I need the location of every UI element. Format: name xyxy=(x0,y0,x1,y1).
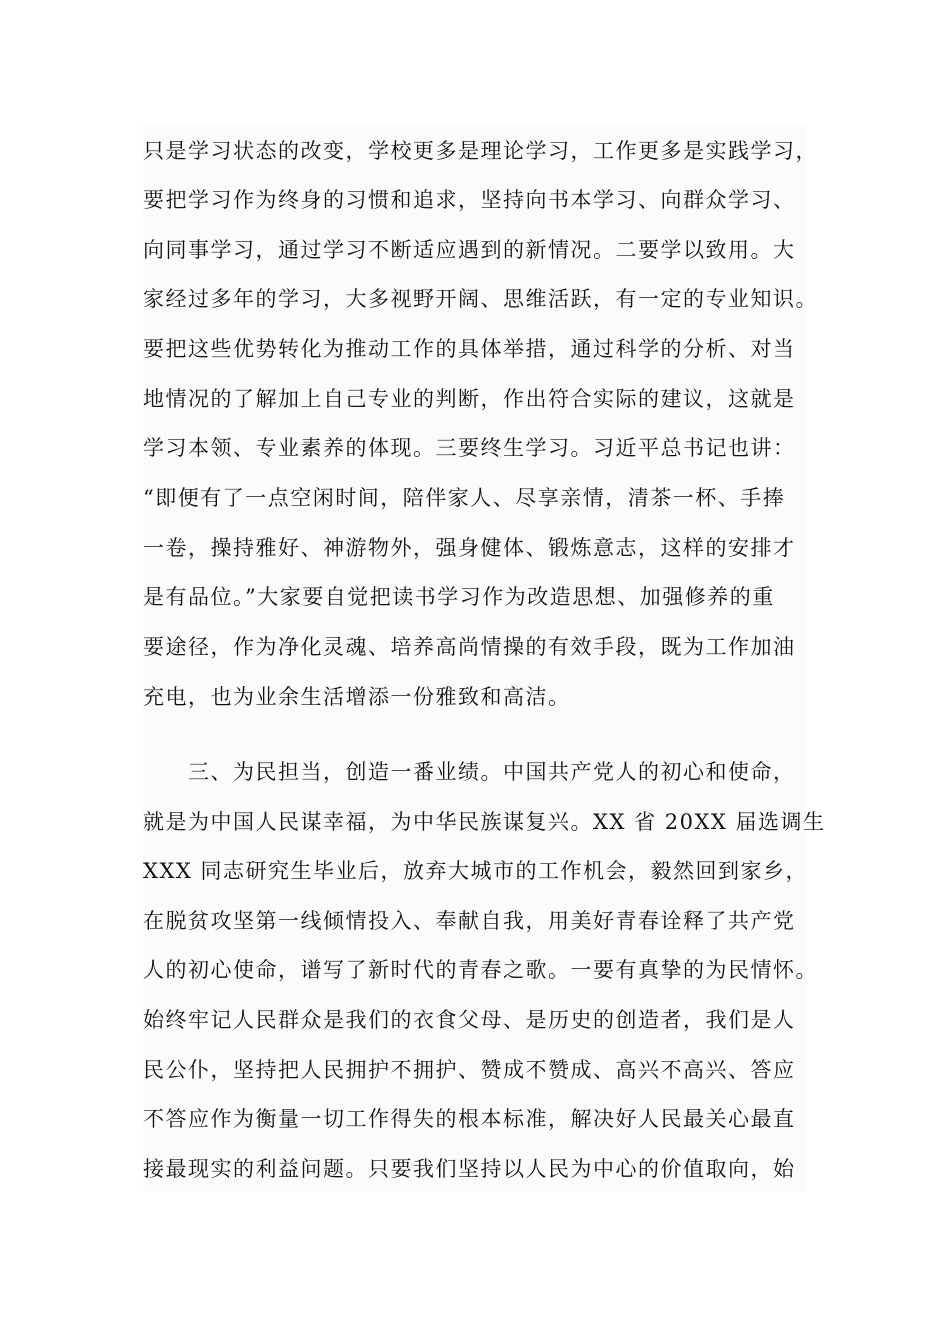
text-line: 要途径，作为净化灵魂、培养高尚情操的有效手段，既为工作加油 xyxy=(143,635,796,659)
text-line: 不答应作为衡量一切工作得失的根本标准，解决好人民最关心最直 xyxy=(143,1107,796,1131)
text-line: 民公仆，坚持把人民拥护不拥护、赞成不赞成、高兴不高兴、答应 xyxy=(143,1058,796,1082)
text-line: XXX 同志研究生毕业后，放弃大城市的工作机会，毅然回到家乡， xyxy=(143,859,809,883)
text-line: 要把学习作为终身的习惯和追求，坚持向书本学习、向群众学习、 xyxy=(143,188,796,212)
text-line: 一卷，操持雅好、神游物外，强身健体、锻炼意志，这样的安排才 xyxy=(143,536,796,560)
text-line: 要把这些优势转化为推动工作的具体举措，通过科学的分析、对当 xyxy=(143,337,796,361)
text-line: 家经过多年的学习，大多视野开阔、思维活跃，有一定的专业知识。 xyxy=(143,287,818,311)
text-line: 向同事学习，通过学习不断适应遇到的新情况。二要学以致用。大 xyxy=(143,238,796,262)
text-line: 在脱贫攻坚第一线倾情投入、奉献自我，用美好青春诠释了共产党 xyxy=(143,909,796,933)
text-line: 接最现实的利益问题。只要我们坚持以人民为中心的价值取向，始 xyxy=(143,1157,796,1181)
text-line: 人的初心使命，谱写了新时代的青春之歌。一要有真挚的为民情怀。 xyxy=(143,958,818,982)
text-line: 就是为中国人民谋幸福，为中华民族谋复兴。XX 省 20XX 届选调生 xyxy=(143,810,826,834)
text-line: “即便有了一点空闲时间，陪伴家人、尽享亲情，清茶一杯、手捧 xyxy=(143,486,786,510)
text-line: 三、为民担当，创造一番业绩。中国共产党人的初心和使命， xyxy=(188,760,796,784)
text-line: 只是学习状态的改变，学校更多是理论学习，工作更多是实践学习， xyxy=(143,139,818,163)
text-line: 地情况的了解加上自己专业的判断，作出符合实际的建议，这就是 xyxy=(143,387,796,411)
text-line: 充电，也为业余生活增添一份雅致和高洁。 xyxy=(143,685,571,709)
text-line: 始终牢记人民群众是我们的衣食父母、是历史的创造者，我们是人 xyxy=(143,1008,796,1032)
text-line: 是有品位。”大家要自觉把读书学习作为改造思想、加强修养的重 xyxy=(143,585,775,609)
text-line: 学习本领、专业素养的体现。三要终生学习。习近平总书记也讲： xyxy=(143,436,796,460)
